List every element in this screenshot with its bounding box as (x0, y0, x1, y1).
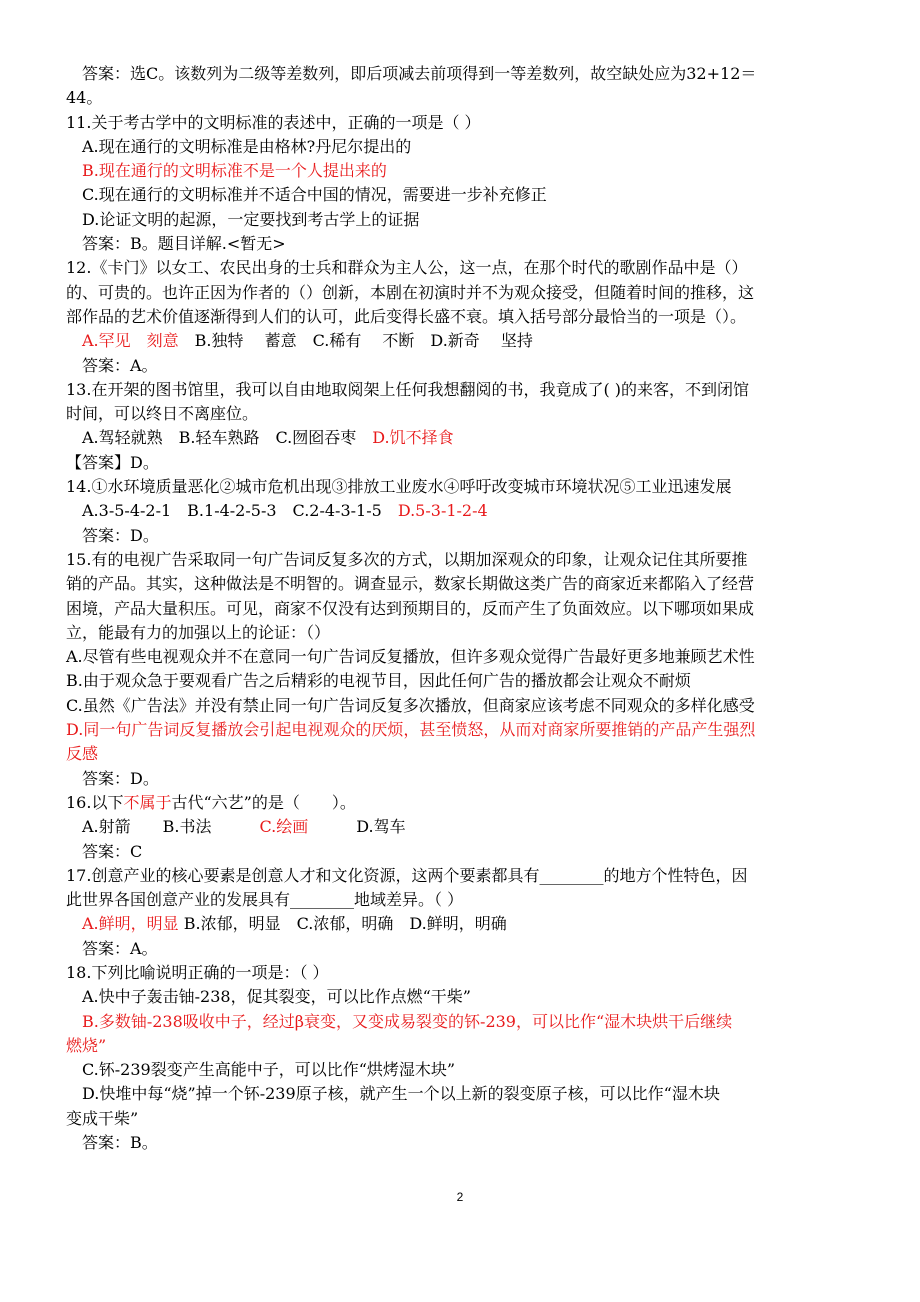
highlighted-answer-text: A.罕见 刻意 (82, 331, 179, 351)
text-line: 答案：D。 (82, 768, 159, 788)
text-line: 反感 (66, 744, 99, 764)
text-line: 困境，产品大量积压。可见，商家不仅没有达到预期目的，反而产生了负面效应。以下哪项如果成 (66, 598, 755, 618)
line-text-segment: A.驾轻就熟 B.轻车熟路 C.囫囵吞枣 (82, 428, 373, 448)
text-line: 时间，可以终日不离座位。 (66, 404, 259, 424)
text-line: A.快中子轰击铀-238，促其裂变，可以比作点燃“干柴” (82, 987, 471, 1007)
text-line: 答案：B。题目详解.<暂无> (82, 234, 286, 254)
text-line: 44。 (66, 88, 103, 108)
text-line: D.同一句广告词反复播放会引起电视观众的厌烦，甚至愤怒，从而对商家所要推销的产品产生强烈 (66, 720, 756, 740)
text-line: 销的产品。其实，这种做法是不明智的。调查显示，数家长期做这类广告的商家近来都陷入了经营 (66, 574, 755, 594)
text-line: D.快堆中每“烧”掉一个钚-239原子核，就产生一个以上新的裂变原子核，可以比作“湿木块 (82, 1084, 720, 1104)
text-line (66, 329, 856, 353)
text-line: 11.关于考古学中的文明标准的表述中，正确的一项是（ ） (66, 112, 481, 132)
text-line: 17.创意产业的核心要素是创意人才和文化资源，这两个要素都具有________的地方个性特色，因 (66, 865, 748, 885)
text-line: 13.在开架的图书馆里，我可以自由地取阅架上任何我想翻阅的书，我竟成了( )的来客，不到闭馆 (66, 379, 750, 399)
text-line: 答案：C (82, 841, 143, 861)
highlighted-answer-text: D.饥不择食 (372, 428, 454, 448)
highlighted-answer-text: 不属于 (123, 792, 172, 812)
text-line: C.虽然《广告法》并没有禁止同一句广告词反复多次播放，但商家应该考虑不同观众的多样化感受 (66, 695, 755, 715)
text-line: 12.《卡门》以女工、农民出身的士兵和群众为主人公，这一点，在那个时代的歌剧作品中是（） (66, 258, 748, 278)
text-line (66, 499, 856, 523)
text-line (66, 912, 856, 936)
text-line: 答案：B。 (82, 1133, 158, 1153)
page-number: 2 (456, 1190, 464, 1204)
text-line: 答案：A。 (82, 355, 158, 375)
line-text-segment: B.独特 蓄意 C.稀有 不断 D.新奇 坚持 (178, 331, 533, 351)
text-line: 立，能最有力的加强以上的论证：（） (66, 622, 331, 642)
text-line: 18.下列比喻说明正确的一项是：（ ） (66, 962, 329, 982)
line-text-segment: 16.以下 (66, 792, 124, 812)
text-line: 答案：选C。该数列为二级等差数列，即后项减去前项得到一等差数列，故空缺处应为32+12＝ (82, 64, 757, 83)
text-line: 部作品的艺术价值逐渐得到人们的认可，此后变得长盛不衰。填入括号部分最恰当的一项是（）。 (66, 306, 747, 326)
text-line: A.现在通行的文明标准是由格林?丹尼尔提出的 (82, 136, 412, 156)
text-line: B.现在通行的文明标准不是一个人提出来的 (82, 161, 387, 181)
text-line (66, 791, 856, 815)
highlighted-answer-text: A.鲜明，明显 (82, 914, 179, 934)
text-line: A.尽管有些电视观众并不在意同一句广告词反复播放，但许多观众觉得广告最好更多地兼顾艺术性 (66, 647, 755, 667)
line-text-segment: A.射箭 B.书法 (82, 817, 260, 837)
highlighted-answer-text: C.绘画 (259, 817, 309, 837)
text-line: 答案：A。 (82, 938, 158, 958)
line-text-segment: B.浓郁，明显 C.浓郁，明确 D.鲜明，明确 (178, 914, 507, 934)
text-line: 变成干柴” (66, 1108, 139, 1128)
line-text-segment: A.3-5-4-2-1 B.1-4-2-5-3 C.2-4-3-1-5 (82, 501, 398, 521)
text-line: 14.①水环境质量恶化②城市危机出现③排放工业废水④呼吁改变城市环境状况⑤工业迅速发展 (66, 477, 732, 497)
highlighted-answer-text: D.5-3-1-2-4 (397, 501, 488, 521)
text-line: C.钚-239裂变产生高能中子，可以比作“烘烤湿木块” (82, 1060, 456, 1080)
line-text-segment: 古代“六艺”的是（ ）。 (171, 792, 356, 812)
text-line: 【答案】D。 (66, 452, 159, 472)
document-body (66, 62, 856, 1155)
line-text-segment: D.驾车 (308, 817, 406, 837)
text-line: 此世界各国创意产业的发展具有________地域差异。（ ） (66, 890, 464, 910)
text-line: B.多数铀-238吸收中子，经过β衰变，又变成易裂变的钚-239，可以比作“湿木块烘干后继续 (82, 1011, 733, 1031)
text-line: 的、可贵的。也许正因为作者的（）创新，本剧在初演时并不为观众接受，但随着时间的推移，这 (66, 282, 755, 302)
text-line (66, 426, 856, 450)
text-line: 15.有的电视广告采取同一句广告词反复多次的方式，以期加深观众的印象，让观众记住其所要推 (66, 549, 748, 569)
text-line: 答案：D。 (82, 525, 159, 545)
text-line: D.论证文明的起源，一定要找到考古学上的证据 (82, 209, 420, 229)
text-line: C.现在通行的文明标准并不适合中国的情况，需要进一步补充修正 (82, 185, 547, 205)
text-line: 燃烧” (66, 1035, 107, 1055)
text-line: B.由于观众急于要观看广告之后精彩的电视节目，因此任何广告的播放都会让观众不耐烦 (66, 671, 691, 691)
text-line (66, 815, 856, 839)
